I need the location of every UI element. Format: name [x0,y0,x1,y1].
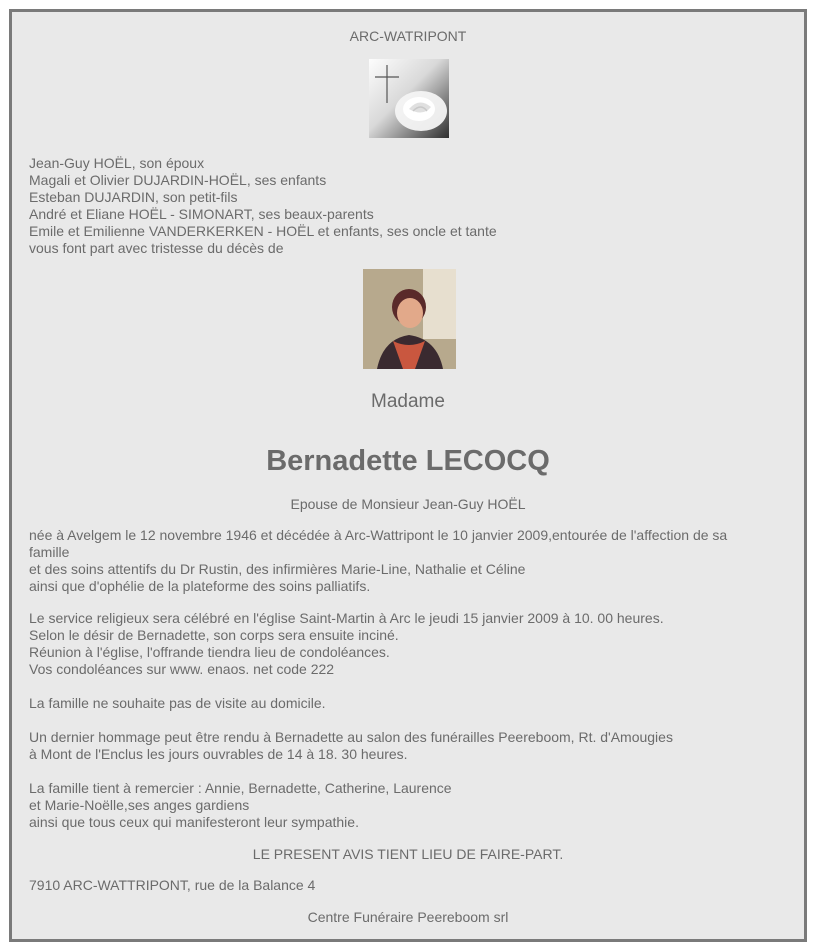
paragraph-line: Selon le désir de Bernadette, son corps sera ensuite inciné. [29,627,399,643]
paragraph-line: Le service religieux sera célébré en l'église Saint-Martin à Arc le jeudi 15 janvier 2009 à 10. 00 heures. [29,610,664,626]
homage-paragraph [29,729,789,763]
family-announcement [29,155,789,257]
family-line: André et Eliane HOËL - SIMONART, ses beaux-parents [29,206,374,222]
address-line [29,877,789,894]
family-line: Emile et Emilienne VANDERKERKEN - HOËL et enfants, ses oncle et tante [29,223,497,239]
cross-rose-emblem [369,59,449,138]
paragraph-line: ainsi que tous ceux qui manifesteront leur sympathie. [29,814,359,830]
paragraph-line: ainsi que d'ophélie de la plateforme des soins palliatifs. [29,578,371,594]
paragraph-line: La famille tient à remercier : Annie, Bernadette, Catherine, Laurence [29,780,452,796]
paragraph-line: famille [29,544,70,560]
paragraph-line: et Marie-Noëlle,ses anges gardiens [29,797,250,813]
cross-icon [369,59,449,138]
address-text: 7910 ARC-WATTRIPONT, rue de la Balance 4 [29,877,316,893]
paragraph-line: La famille ne souhaite pas de visite au domicile. [29,695,326,711]
paragraph-line: à Mont de l'Enclus les jours ouvrables de 14 à 18. 30 heures. [29,746,408,762]
paragraph-line: Réunion à l'église, l'offrande tiendra lieu de condoléances. [29,644,390,660]
obituary-card [9,9,807,942]
visit-paragraph [29,695,789,712]
funeral-home-footer: Centre Funéraire Peereboom srl [307,909,509,925]
salutation: Madame [371,391,445,412]
family-line: Jean-Guy HOËL, son époux [29,155,205,171]
family-line: vous font part avec tristesse du décès de [29,240,284,256]
family-line: Magali et Olivier DUJARDIN-HOËL, ses enfants [29,172,327,188]
thanks-paragraph [29,780,789,831]
paragraph-line: Vos condoléances sur www. enaos. net code 222 [29,661,335,677]
portrait-photo [363,269,456,369]
birth-death-paragraph [29,527,789,595]
paragraph-line: née à Avelgem le 12 novembre 1946 et décédée à Arc-Wattripont le 10 janvier 2009,entourée de l'affection de sa [29,527,728,543]
location-heading: ARC-WATRIPONT [349,28,467,44]
spouse-line: Epouse de Monsieur Jean-Guy HOËL [290,496,526,512]
paragraph-line: et des soins attentifs du Dr Rustin, des infirmières Marie-Line, Nathalie et Céline [29,561,526,577]
paragraph-line: Un dernier hommage peut être rendu à Bernadette au salon des funérailles Peereboom, Rt. d'Amougies [29,729,673,745]
service-paragraph [29,610,789,678]
notice-line: LE PRESENT AVIS TIENT LIEU DE FAIRE-PART. [252,846,564,862]
family-line: Esteban DUJARDIN, son petit-fils [29,189,238,205]
deceased-name: Bernadette LECOCQ [266,445,550,477]
